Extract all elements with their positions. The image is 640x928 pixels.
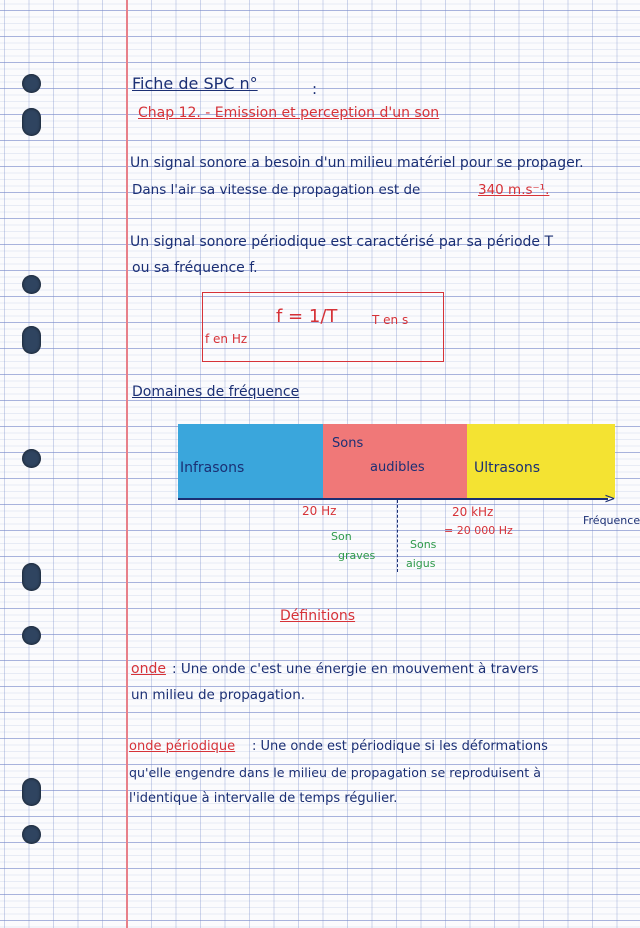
punch-hole bbox=[22, 74, 41, 93]
frequency-unit: f en Hz bbox=[205, 332, 248, 346]
punch-hole bbox=[22, 275, 41, 294]
domains-heading: Domaines de fréquence bbox=[132, 384, 300, 400]
sound-speed: 340 m.s⁻¹. bbox=[478, 182, 550, 198]
paragraph-2-line-2: ou sa fréquence f. bbox=[132, 260, 258, 276]
periodique-line-1: : Une onde est périodique si les déformations bbox=[252, 739, 548, 754]
punch-hole bbox=[22, 326, 41, 354]
label-aigus: aigus bbox=[406, 557, 436, 570]
term-onde-periodique: onde périodique bbox=[129, 739, 236, 754]
onde-line-2: un milieu de propagation. bbox=[131, 687, 306, 703]
axis-label: Fréquence bbox=[583, 514, 640, 527]
tick-20000hz: = 20 000 Hz bbox=[444, 524, 513, 537]
punch-hole bbox=[22, 449, 41, 468]
graves-aigus-divider bbox=[397, 500, 398, 572]
tick-20hz: 20 Hz bbox=[302, 504, 337, 518]
punch-hole bbox=[22, 626, 41, 645]
label-graves: graves bbox=[338, 549, 376, 562]
punch-hole bbox=[22, 563, 41, 591]
formula-box bbox=[202, 292, 444, 362]
label-sons-aigus-1: Sons bbox=[410, 538, 437, 551]
punch-hole bbox=[22, 108, 41, 136]
sheet-title: Fiche de SPC n° bbox=[132, 74, 258, 93]
paragraph-1-line-2: Dans l'air sa vitesse de propagation est de bbox=[132, 182, 421, 198]
chapter-title: Chap 12. - Emission et perception d'un son bbox=[138, 105, 440, 121]
paragraph-2-line-1: Un signal sonore périodique est caractérisé par sa période T bbox=[130, 234, 554, 250]
punch-hole bbox=[22, 778, 41, 806]
period-unit: T en s bbox=[372, 313, 409, 327]
periodique-line-2: qu'elle engendre dans le milieu de propagation se reproduisent à bbox=[129, 765, 541, 780]
margin-line bbox=[126, 0, 128, 928]
frequency-formula: f = 1/T bbox=[276, 306, 338, 327]
term-onde: onde bbox=[131, 661, 166, 677]
sheet-title-colon: : bbox=[312, 80, 318, 98]
frequency-axis bbox=[178, 498, 608, 500]
onde-line-1: : Une onde c'est une énergie en mouvement à travers bbox=[172, 661, 539, 677]
label-sons: Sons bbox=[332, 436, 364, 451]
tick-20khz: 20 kHz bbox=[452, 505, 494, 519]
punch-hole bbox=[22, 825, 41, 844]
periodique-line-3: l'identique à intervalle de temps régulier. bbox=[129, 791, 398, 806]
label-son: Son bbox=[331, 530, 352, 543]
definitions-heading: Définitions bbox=[280, 608, 356, 624]
axis-arrow-icon: > bbox=[604, 491, 616, 507]
paragraph-1-line-1: Un signal sonore a besoin d'un milieu matériel pour se propager. bbox=[130, 155, 584, 171]
label-audibles: audibles bbox=[370, 460, 425, 475]
label-infrasons: Infrasons bbox=[180, 460, 245, 476]
label-ultrasons: Ultrasons bbox=[474, 460, 540, 476]
